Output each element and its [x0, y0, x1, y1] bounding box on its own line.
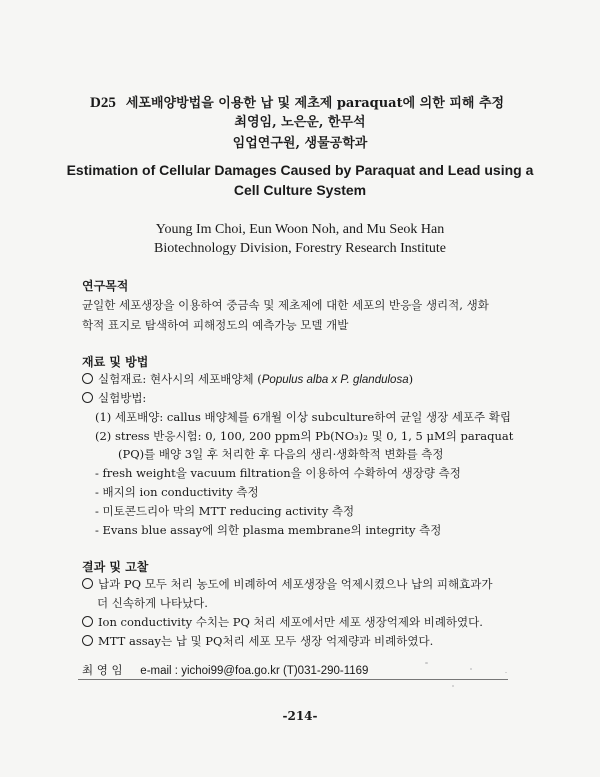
page-number: -214-	[282, 709, 318, 723]
footer-rule	[78, 679, 508, 680]
scan-speck	[452, 685, 454, 687]
english-title-line1: Estimation of Cellular Damages Caused by Paraquat and Lead using a	[66, 162, 534, 178]
korean-title	[90, 92, 504, 112]
method-step1: (1) 세포배양: callus 배양체를 6개월 이상 subculture하여 균일 생장 세포주 확립	[95, 410, 512, 424]
materials-suffix: )	[408, 372, 414, 386]
methods-heading: 재료 및 방법	[82, 355, 149, 369]
objective-line1: 균일한 세포생장을 이용하여 중금속 및 제초제에 대한 세포의 반응을 생리적, 생화	[82, 298, 489, 312]
result-3-text: MTT assay는 납 및 PQ처리 세포 모두 생장 억제량과 비례하였다.	[98, 634, 434, 648]
results-heading: 결과 및 고찰	[82, 560, 149, 574]
scan-speck	[425, 662, 428, 664]
method-step2-line2: (PQ)를 배양 3일 후 처리한 후 다음의 생리·생화학적 변화를 측정	[118, 447, 444, 461]
measure-item: - Evans blue assay에 의한 plasma membrane의 integrity 측정	[95, 523, 442, 537]
contact-name: 최 영 임	[82, 663, 123, 677]
result-1-text: 납과 PQ 모두 처리 농도에 비례하여 세포생장을 억제시켰으나 납의 피해효과가	[98, 577, 493, 591]
english-affiliation: Biotechnology Division, Forestry Research Institute	[153, 241, 446, 256]
objective-heading: 연구목적	[82, 279, 129, 293]
methods-label-line	[82, 390, 146, 406]
scan-speck	[470, 668, 472, 670]
methods-label: 실험방법:	[98, 391, 147, 405]
korean-affiliation: 임업연구원, 생물공학과	[232, 136, 368, 151]
materials-line	[82, 371, 413, 387]
contact-email: e-mail : yichoi99@foa.go.kr (T)031-290-1169	[140, 665, 369, 677]
abstract-code: D25	[90, 95, 116, 111]
result-1-line2: 더 신속하게 나타났다.	[97, 596, 208, 610]
english-authors: Young Im Choi, Eun Woon Noh, and Mu Seok Han	[155, 222, 445, 237]
circle-bullet-icon	[82, 616, 93, 627]
materials-prefix: 실험재료: 현사시의 세포배양체 (	[98, 372, 262, 386]
scan-speck	[505, 672, 507, 673]
circle-bullet-icon	[82, 578, 93, 589]
measure-item: - 배지의 ion conductivity 측정	[95, 485, 259, 499]
objective-line2: 학적 표지로 탐색하여 피해정도의 예측가능 모델 개발	[82, 318, 349, 332]
result-2	[82, 614, 483, 630]
circle-bullet-icon	[82, 635, 93, 646]
korean-authors: 최영임, 노은운, 한무석	[234, 115, 366, 130]
result-1-line1	[82, 576, 492, 592]
species-name: Populus alba x P. glandulosa	[261, 374, 409, 386]
circle-bullet-icon	[82, 392, 93, 403]
result-2-text: Ion conductivity 수치는 PQ 처리 세포에서만 세포 생장억제와 비례하였다.	[98, 615, 483, 629]
contact-footer	[82, 662, 368, 678]
result-3	[82, 633, 433, 649]
method-step2-line1: (2) stress 반응시험: 0, 100, 200 ppm의 Pb(NO₃)₂ 및 0, 1, 5 μM의 paraquat	[95, 429, 514, 443]
korean-title-text: 세포배양방법을 이용한 납 및 제초제 paraquat에 의한 피해 추정	[125, 96, 505, 111]
circle-bullet-icon	[82, 373, 93, 384]
measure-item: - 미토콘드리아 막의 MTT reducing activity 측정	[95, 504, 355, 518]
measure-item: - fresh weight을 vacuum filtration을 이용하여 수확하여 생장량 측정	[95, 466, 461, 480]
english-title-line2: Cell Culture System	[233, 182, 367, 198]
